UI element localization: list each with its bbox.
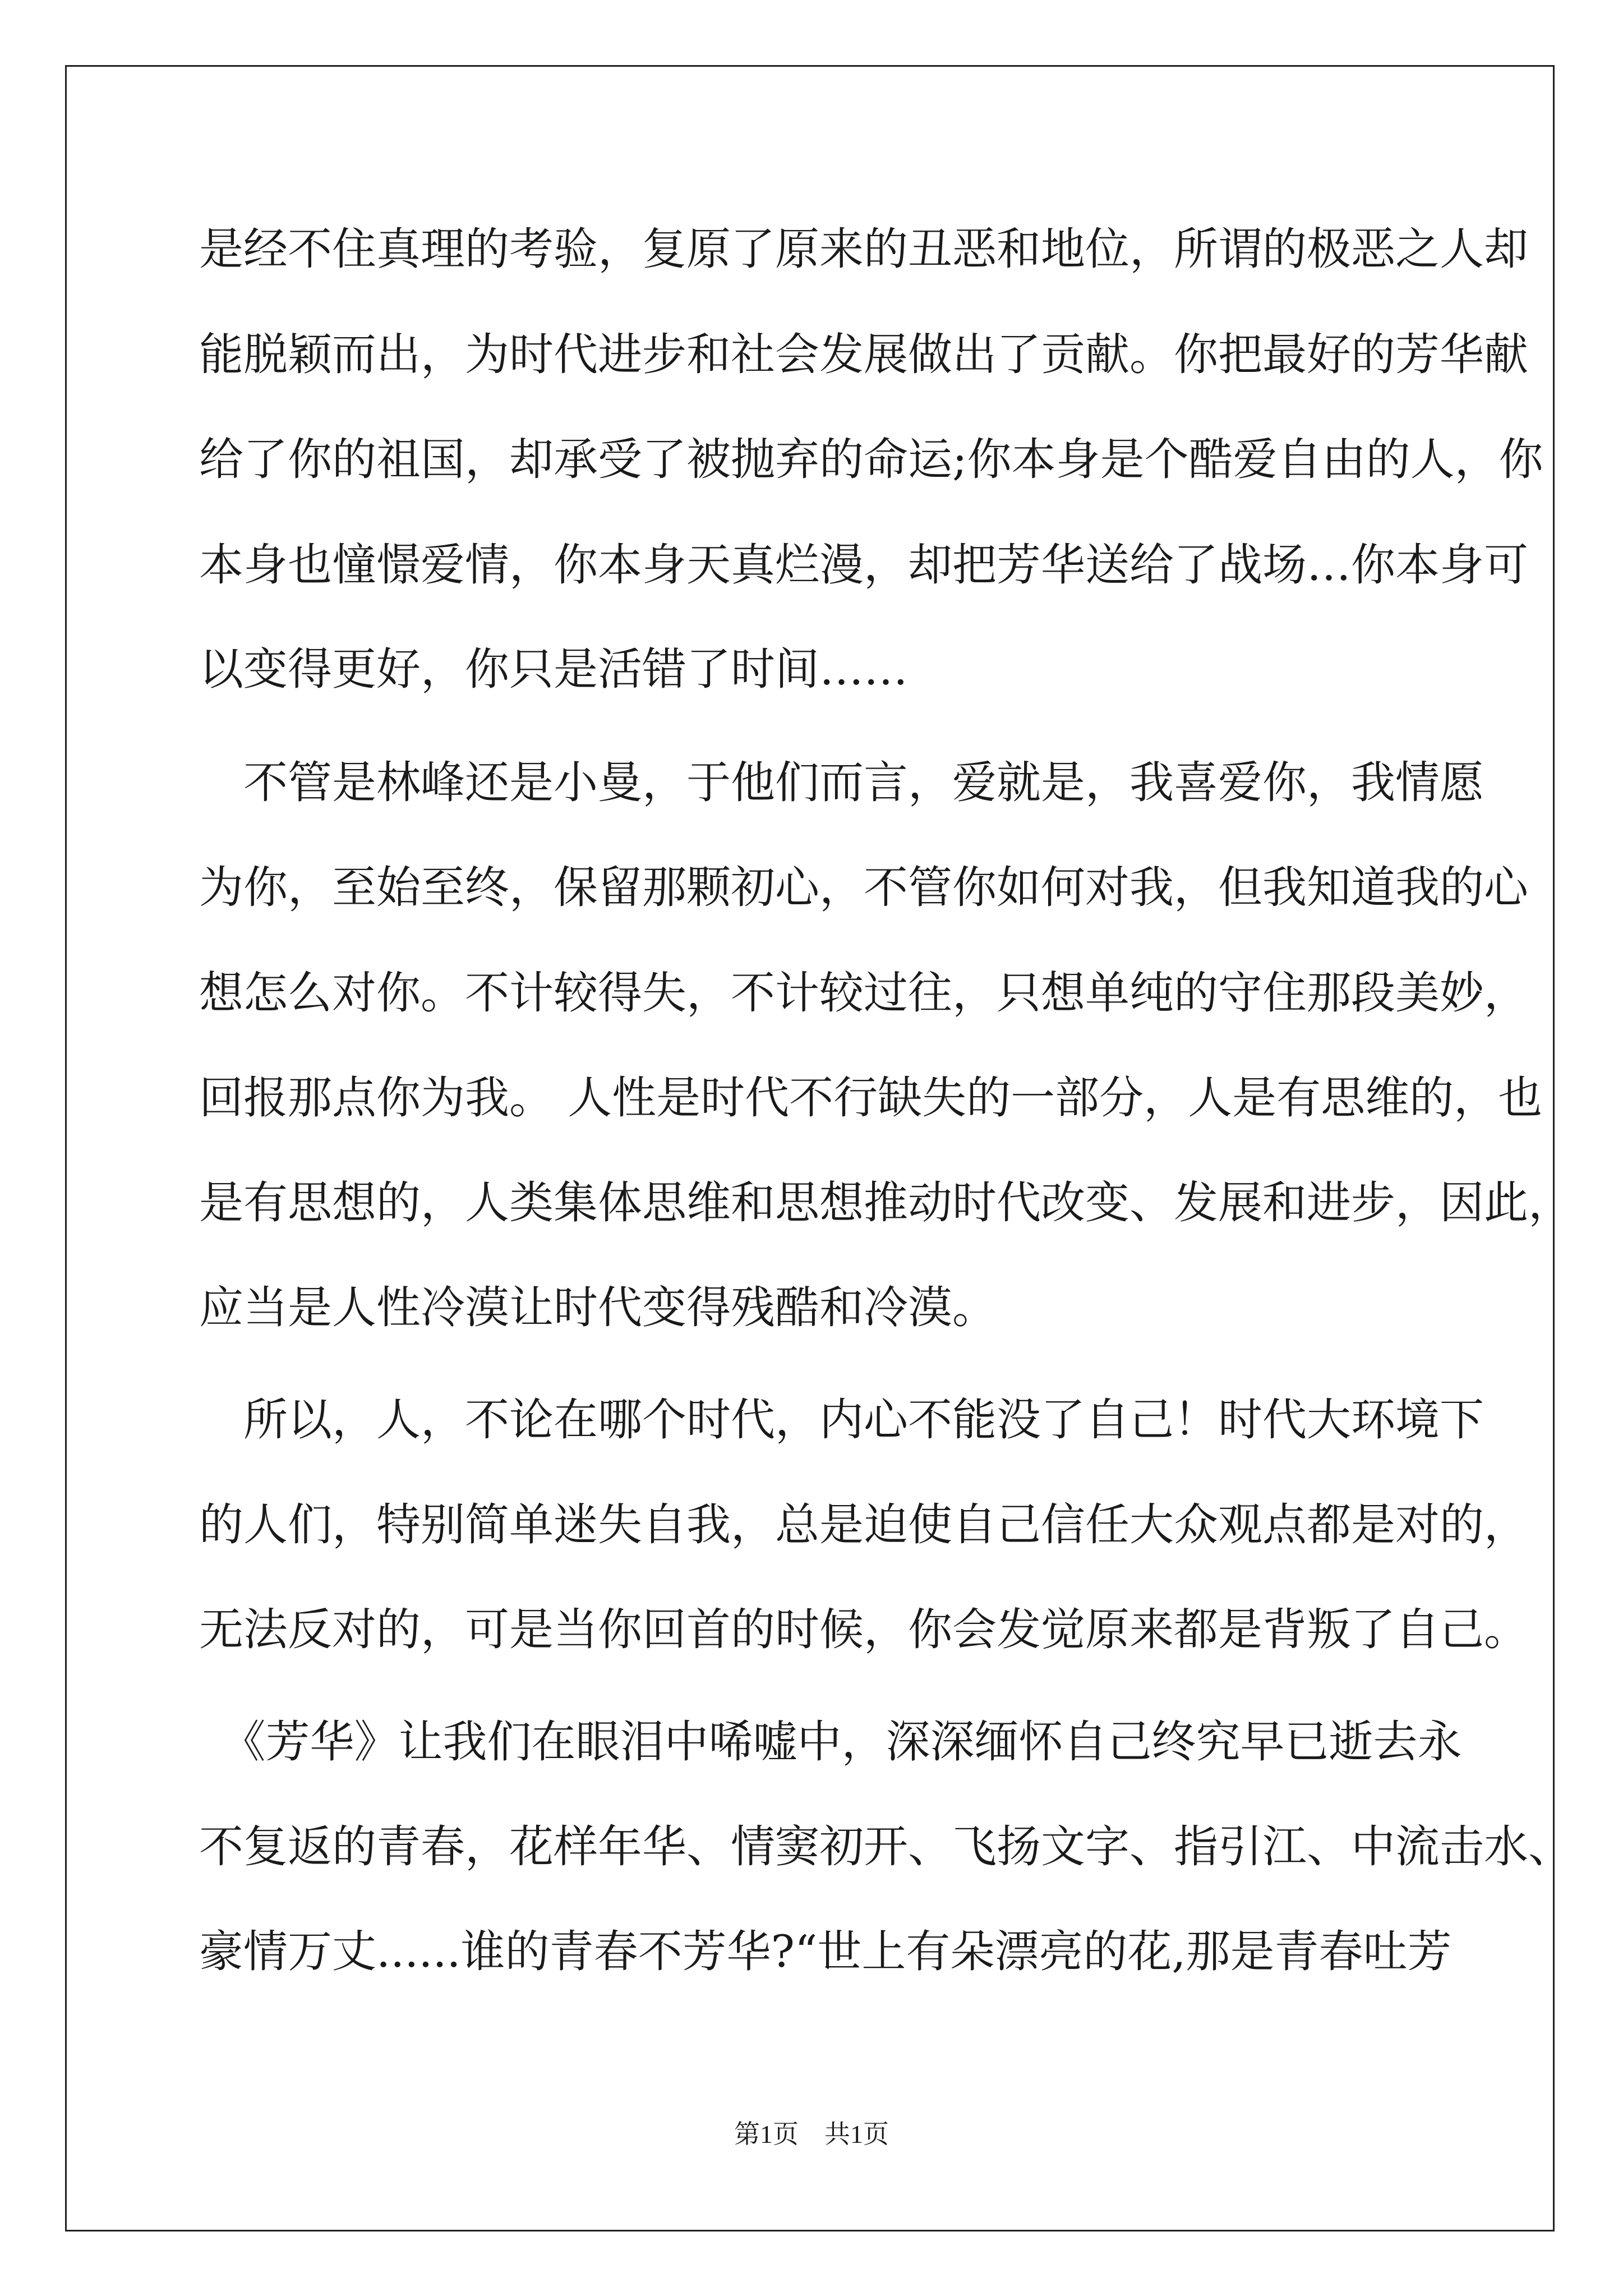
text-line: 能脱颖而出，为时代进步和社会发展做出了贡献。你把最好的芳华献 bbox=[199, 329, 1528, 380]
text-line: 不复返的青春，花样年华、情窦初开、飞扬文字、指引江、中流击水、 bbox=[199, 1821, 1573, 1872]
text-line: 《芳华》让我们在眼泪中唏嘘中，深深缅怀自己终究早已逝去永 bbox=[199, 1716, 1462, 1768]
text-line: 为你，至始至终，保留那颗初心，不管你如何对我，但我知道我的心 bbox=[199, 862, 1528, 913]
text-line: 不管是林峰还是小曼，于他们而言，爱就是，我喜爱你，我情愿 bbox=[199, 757, 1484, 808]
text-line: 应当是人性冷漠让时代变得残酷和冷漠。 bbox=[199, 1282, 997, 1333]
page-footer: 第1页 共1页 bbox=[734, 2120, 889, 2148]
text-line: 的人们，特别简单迷失自我，总是迫使自己信任大众观点都是对的， bbox=[199, 1499, 1528, 1550]
text-line: 所以，人，不论在哪个时代，内心不能没了自己！时代大环境下 bbox=[199, 1394, 1484, 1446]
text-line: 以变得更好，你只是活错了时间…… bbox=[199, 643, 908, 695]
text-line: 是经不住真理的考验，复原了原来的丑恶和地位，所谓的极恶之人却 bbox=[199, 223, 1528, 275]
text-line: 回报那点你为我。 人性是时代不行缺失的一部分，人是有思维的，也 bbox=[199, 1072, 1543, 1124]
text-line: 本身也憧憬爱情，你本身天真烂漫，却把芳华送给了战场…你本身可 bbox=[199, 539, 1528, 591]
text-line: 给了你的祖国，却承受了被抛弃的命运;你本身是个酷爱自由的人，你 bbox=[199, 434, 1543, 485]
text-line: 无法反对的，可是当你回首的时候，你会发觉原来都是背叛了自己。 bbox=[199, 1604, 1528, 1655]
text-line: 想怎么对你。不计较得失，不计较过往，只想单纯的守住那段美妙， bbox=[199, 967, 1528, 1019]
text-line: 豪情万丈......谁的青春不芳华?“世上有朵漂亮的花,那是青春吐芳 bbox=[199, 1926, 1452, 1977]
page-border bbox=[65, 65, 1573, 2231]
text-line: 是有思想的，人类集体思维和思想推动时代改变、发展和进步，因此， bbox=[199, 1177, 1573, 1228]
